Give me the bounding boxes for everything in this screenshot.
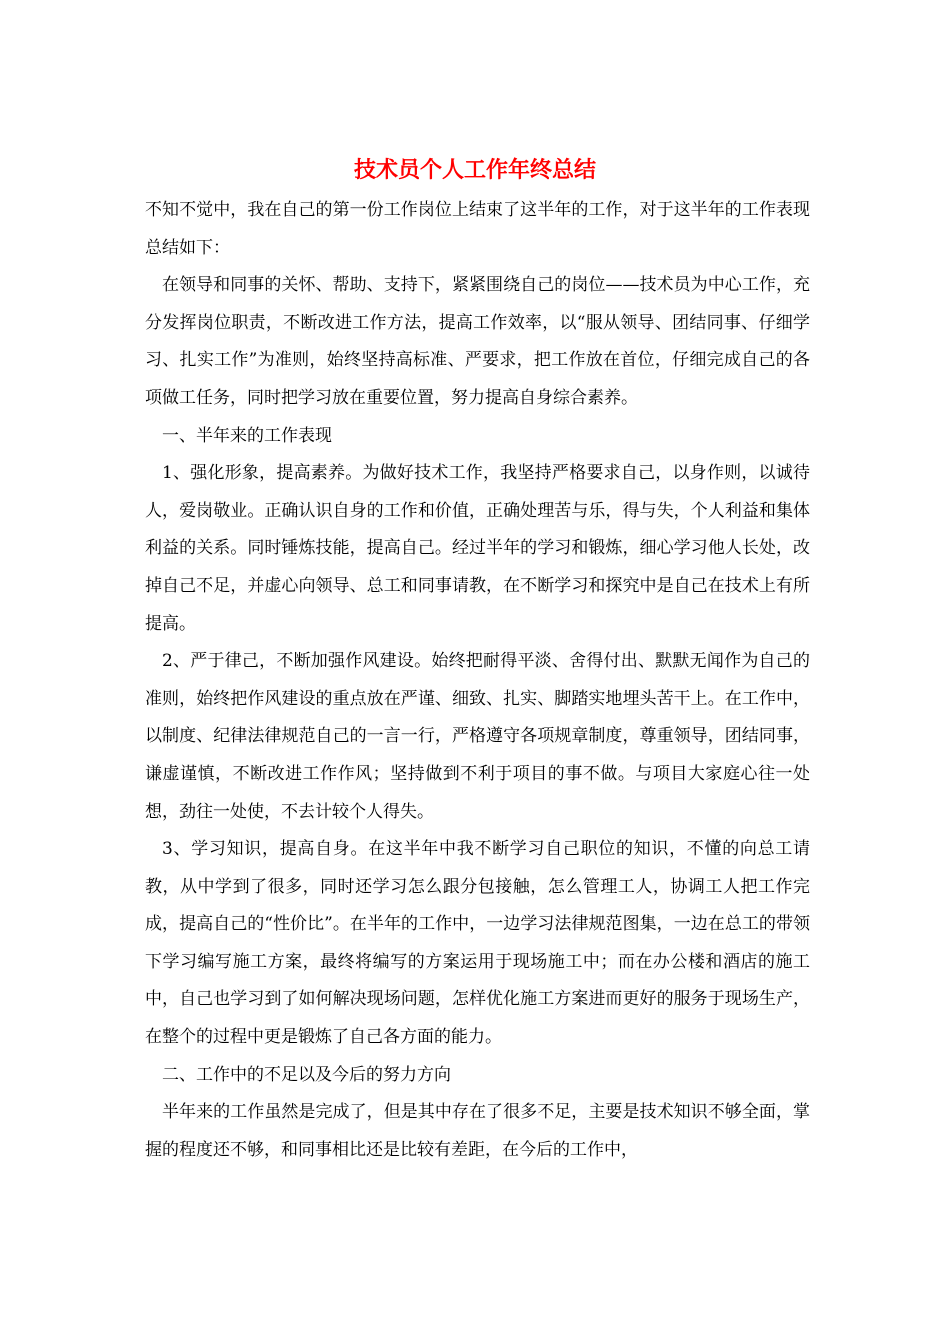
section-heading-2: 二、工作中的不足以及今后的努力方向 — [162, 1064, 451, 1085]
document-body — [145, 192, 810, 1169]
section-heading-1: 一、半年来的工作表现 — [162, 425, 332, 446]
overview-paragraph: 在领导和同事的关怀、帮助、支持下，紧紧围绕自己的岗位——技术员为中心工作，充分发挥岗位职责，不断改进工作方法，提高工作效率，以“服从领导、团结同事、仔细学习、扎实工作”为准则，始终坚持高标准、严要求，把工作放在首位，仔细完成自己的各项做工任务，同时把学习放在重要位置，努力提高自身综合素养。 — [145, 275, 810, 408]
item-paragraph-3: 3、学习知识，提高自身。在这半年中我不断学习自己职位的知识，不懂的向总工请教，从中学到了很多，同时还学习怎么跟分包接触，怎么管理工人，协调工人把工作完成，提高自己的“性价比”。在半年的工作中，一边学习法律规范图集，一边在总工的带领下学习编写施工方案，最终将编写的方案运用于现场施工中；而在办公楼和酒店的施工中，自己也学习到了如何解决现场问题，怎样优化施工方案进而更好的服务于现场生产，在整个的过程中更是锻炼了自己各方面的能力。 — [145, 839, 810, 1048]
shortcomings-paragraph: 半年来的工作虽然是完成了，但是其中存在了很多不足，主要是技术知识不够全面，掌握的程度还不够，和同事相比还是比较有差距，在今后的工作中， — [145, 1102, 810, 1160]
intro-paragraph: 不知不觉中，我在自己的第一份工作岗位上结束了这半年的工作，对于这半年的工作表现总结如下： — [145, 200, 810, 258]
item-paragraph-2: 2、严于律己，不断加强作风建设。始终把耐得平淡、舍得付出、默默无闻作为自己的准则，始终把作风建设的重点放在严谨、细致、扎实、脚踏实地埋头苦干上。在工作中，以制度、纪律法律规范自己的一言一行，严格遵守各项规章制度，尊重领导，团结同事，谦虚谨慎，不断改进工作作风；坚持做到不利于项目的事不做。与项目大家庭心往一处想，劲往一处使，不去计较个人得失。 — [145, 651, 810, 822]
item-paragraph-1: 1、强化形象，提高素养。为做好技术工作，我坚持严格要求自己，以身作则，以诚待人，爱岗敬业。正确认识自身的工作和价值，正确处理苦与乐，得与失，个人利益和集体利益的关系。同时锤炼技能，提高自己。经过半年的学习和锻炼，细心学习他人长处，改掉自己不足，并虚心向领导、总工和同事请教，在不断学习和探究中是自己在技术上有所提高。 — [145, 463, 810, 634]
document-title: 技术员个人工作年终总结 — [353, 157, 596, 183]
